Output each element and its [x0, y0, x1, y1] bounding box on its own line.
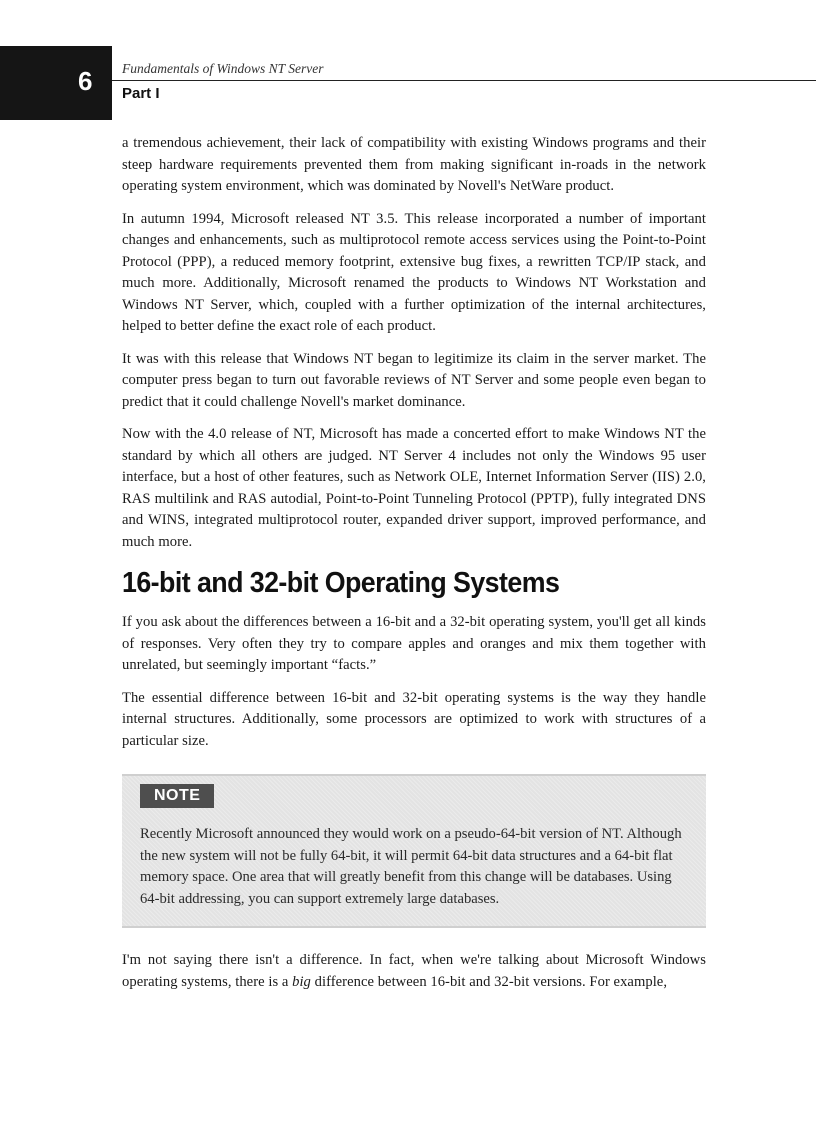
note-text: Recently Microsoft announced they would work on a pseudo-64-bit version of NT. Although the new system will not be fully 64-bit, it will permit 64-bit data structures and a 64-bit flat memory space. One area that will greatly benefit from this change will be databases. Using 64-bit addressing, you can support extremely large databases.: [140, 826, 682, 907]
chapter-tab: [0, 46, 112, 120]
part-label: Part I: [122, 85, 160, 102]
page-number: 6: [78, 66, 93, 96]
closing-paragraph: [122, 950, 706, 993]
running-title: Fundamentals of Windows NT Server: [122, 61, 324, 76]
header-rule: [112, 80, 816, 81]
body-paragraph: The essential difference between 16-bit and 32-bit operating systems is the way they handle internal structures. Additionally, some processors are optimized to work with structures of a particular size.: [122, 689, 706, 749]
note-box: [122, 774, 706, 928]
body-paragraph: If you ask about the differences between a 16-bit and a 32-bit operating system, you'll get all kinds of responses. Very often they try to compare apples and oranges and mix them together with unrelated, but seemingly important “facts.”: [122, 614, 706, 673]
body-paragraph: Now with the 4.0 release of NT, Microsoft has made a concerted effort to make Windows NT the standard by which all others are judged. NT Server 4 includes not only the Windows 95 user interface, but a host of other features, such as Network OLE, Internet Information Server (IIS) 2.0, RAS multilink and RAS autodial, Point-to-Point Tunneling Protocol (PPTP), fully integrated DNS and WINS, integrated multiprotocol router, expanded driver support, improved performance, and much more.: [122, 426, 706, 550]
emphasis-text: big: [292, 973, 311, 990]
section-heading: 16-bit and 32-bit Operating Systems: [122, 567, 560, 599]
closing-text-end: difference between 16-bit and 32-bit versions. For example,: [310, 973, 668, 990]
note-label: NOTE: [140, 784, 214, 808]
body-paragraph: It was with this release that Windows NT began to legitimize its claim in the server market. The computer press began to turn out favorable reviews of NT Server and some people even began to predict that it could challenge Novell's market dominance.: [122, 350, 706, 410]
body-paragraph: a tremendous achievement, their lack of compatibility with existing Windows programs and their steep hardware requirements prevented them from making significant in-roads in the network operating system environment, which was dominated by Novell's NetWare product.: [122, 135, 706, 194]
page-body: [122, 133, 706, 1004]
closing-text-start: I'm not saying there isn't a difference. In fact, when we're talking about Microsoft Windows operating systems, there is a: [122, 952, 706, 990]
body-paragraph: In autumn 1994, Microsoft released NT 3.5. This release incorporated a number of important changes and enhancements, such as multiprotocol remote access services using the Point-to-Point Protocol (PPP), a reduced memory footprint, extensive bug fixes, a rewritten TCP/IP stack, and much more. Additionally, Microsoft renamed the products to Windows NT Workstation and Windows NT Server, which, coupled with a further optimization of the internal architectures, helped to better define the exact role of each product.: [122, 210, 706, 334]
